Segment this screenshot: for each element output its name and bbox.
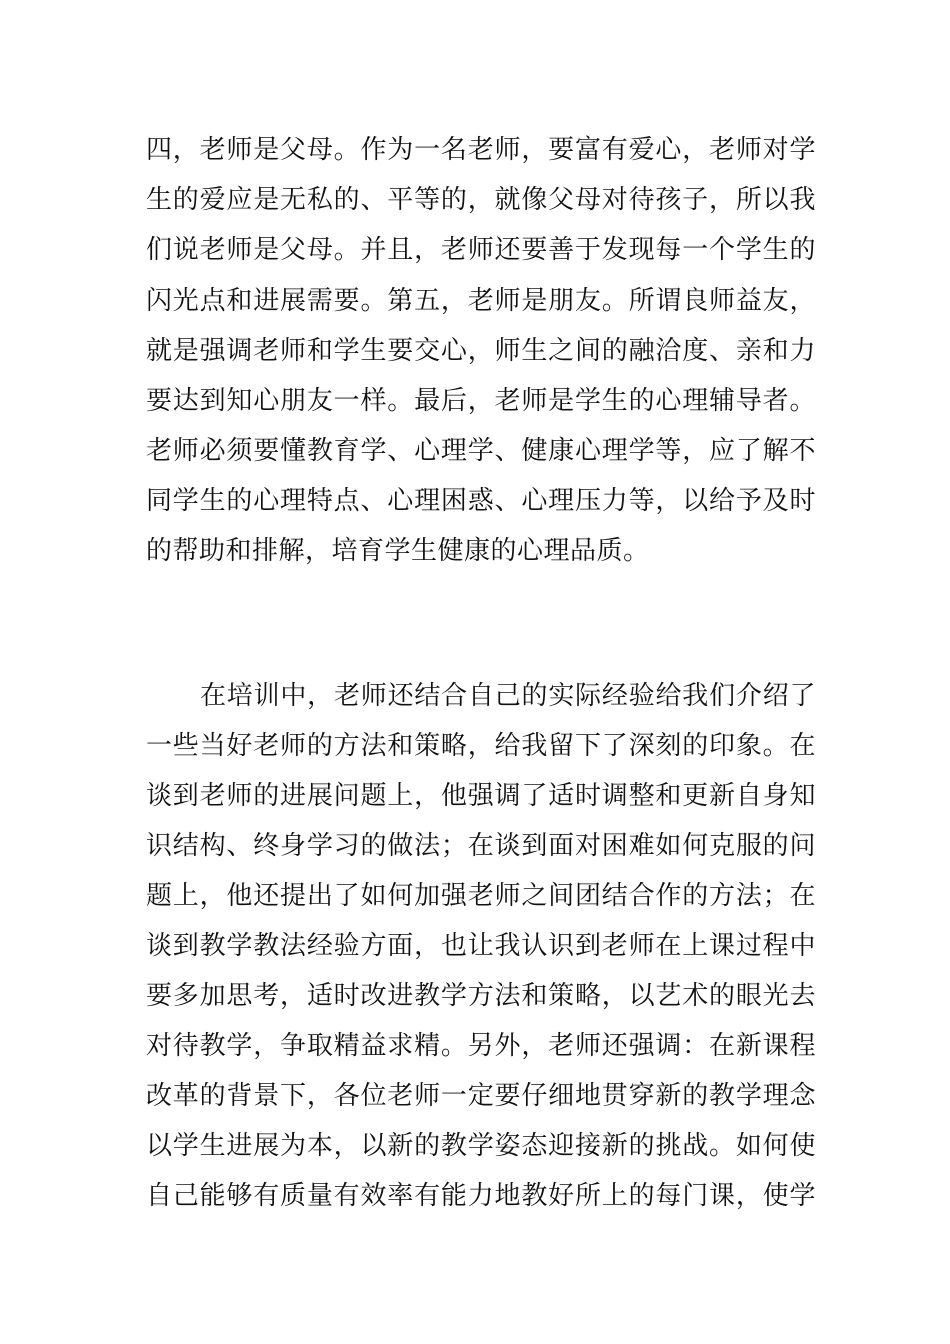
text-line: 老师必须要懂教育学、心理学、健康心理学等，应了解不 [146, 436, 816, 466]
text-line: 谈到老师的进展问题上，他强调了适时调整和更新自身知 [146, 781, 816, 811]
text-line: 的帮助和排解，培育学生健康的心理品质。 [146, 536, 650, 566]
text-line: 识结构、终身学习的做法；在谈到面对困难如何克服的问 [146, 831, 816, 861]
text-line: 对待教学，争取精益求精。另外，老师还强调：在新课程 [146, 1031, 816, 1061]
text-line: 要多加思考，适时改进教学方法和策略，以艺术的眼光去 [146, 981, 816, 1011]
text-line: 闪光点和进展需要。第五，老师是朋友。所谓良师益友， [146, 286, 816, 316]
text-line: 在培训中，老师还结合自己的实际经验给我们介绍了 [200, 681, 816, 711]
text-line: 要达到知心朋友一样。最后，老师是学生的心理辅导者。 [146, 386, 816, 416]
text-line: 们说老师是父母。并且，老师还要善于发现每一个学生的 [146, 235, 816, 265]
text-line: 四，老师是父母。作为一名老师，要富有爱心，老师对学 [146, 135, 816, 165]
text-line: 题上，他还提出了如何加强老师之间团结合作的方法；在 [146, 881, 816, 911]
text-line: 谈到教学教法经验方面，也让我认识到老师在上课过程中 [146, 931, 816, 961]
text-line: 以学生进展为本，以新的教学姿态迎接新的挑战。如何使 [146, 1131, 816, 1161]
text-line: 自己能够有质量有效率有能力地教好所上的每门课，使学 [146, 1181, 816, 1211]
text-line: 一些当好老师的方法和策略，给我留下了深刻的印象。在 [146, 731, 816, 761]
text-line: 同学生的心理特点、心理困惑、心理压力等，以给予及时 [146, 486, 816, 516]
text-line: 改革的背景下，各位老师一定要仔细地贯穿新的教学理念 [146, 1081, 816, 1111]
text-line: 就是强调老师和学生要交心，师生之间的融洽度、亲和力 [146, 336, 816, 366]
text-line: 生的爱应是无私的、平等的，就像父母对待孩子，所以我 [146, 185, 816, 215]
